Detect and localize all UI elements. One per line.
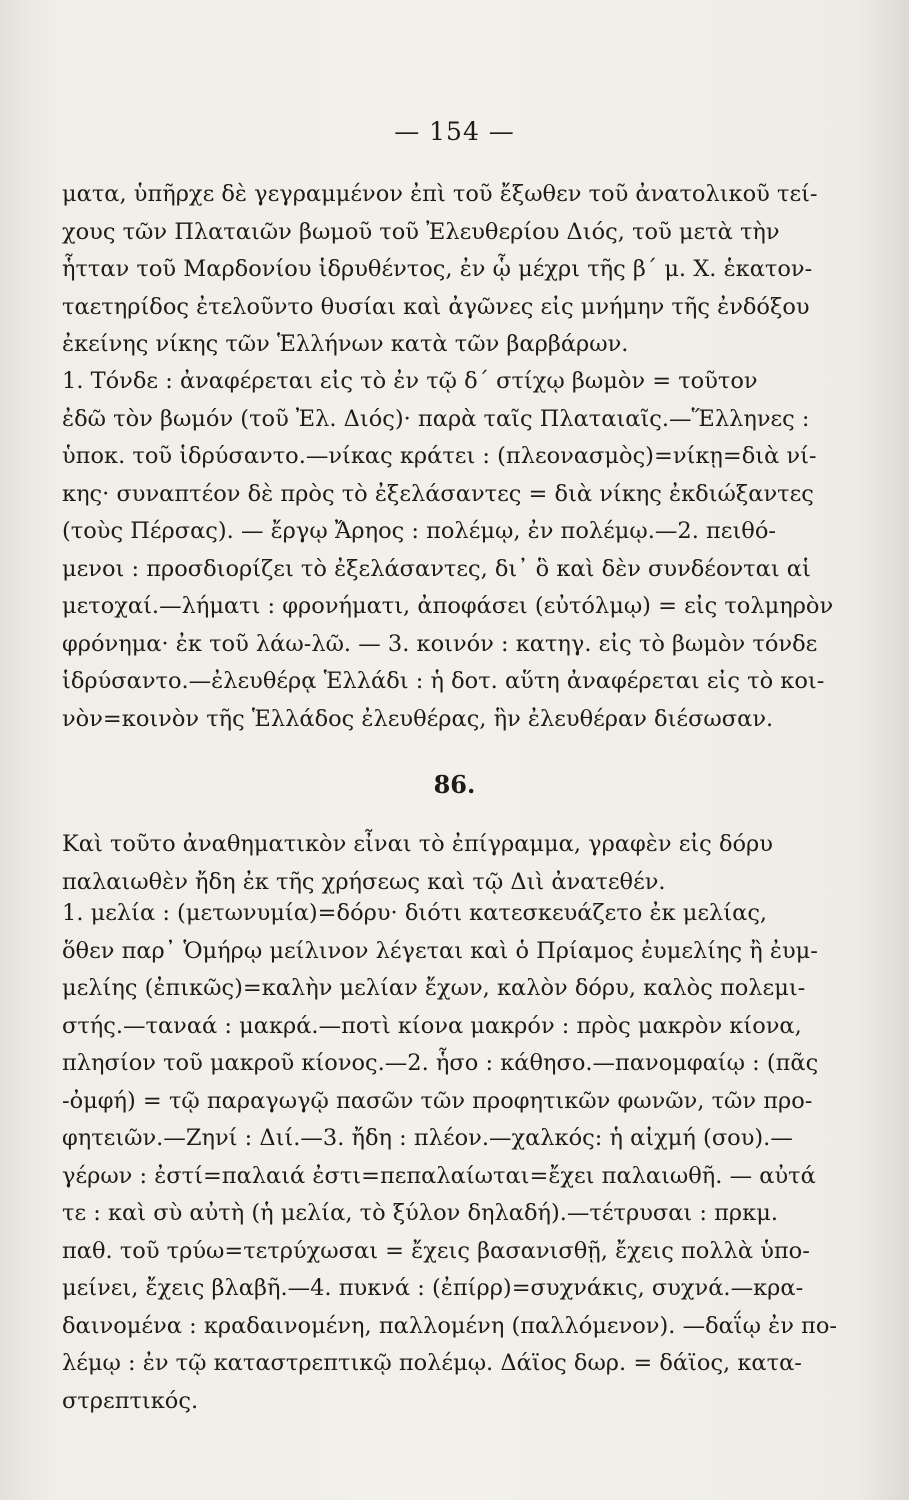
text-line: παλαιωθὲν ἤδη ἐκ τῆς χρήσεως καὶ τῷ Διὶ ἀνατεθέν. (62, 868, 666, 895)
notes-86-paragraph (62, 895, 880, 1420)
text-line: παθ. τοῦ τρύω=τετρύχωσαι = ἔχεις βασανισθῇ, ἔχεις πολλὰ ὑπο- (62, 1237, 810, 1264)
intro-paragraph (62, 176, 880, 364)
text-line: λέμῳ : ἐν τῷ καταστρεπτικῷ πολέμῳ. Δάϊος δωρ. = δάϊος, κατα- (62, 1350, 802, 1376)
text-line: ματα, ὑπῆρχε δὲ γεγραμμένον ἐπὶ τοῦ ἔξωθεν τοῦ ἀνατολικοῦ τεί- (62, 181, 818, 207)
text-line: μείνει, ἔχεις βλαβῆ.—4. πυκνά : (ἐπίρρ)=συχνάκις, συχνά.—κρα- (62, 1275, 804, 1301)
section-heading: 86. (433, 770, 476, 799)
text-line: Καὶ τοῦτο ἀναθηματικὸν εἶναι τὸ ἐπίγραμμα, γραφὲν εἰς δόρυ (62, 831, 773, 857)
text-line: μενοι : προσδιορίζει τὸ ἐξελάσαντες, δι᾽ ὃ καὶ δὲν συνδέονται αἱ (62, 555, 811, 582)
text-line: (τοὺς Πέρσας). — ἔργῳ Ἄρηος : πολέμῳ, ἐν πολέμῳ.—2. πειθό- (62, 518, 776, 544)
text-line: -ὀμφή) = τῷ παραγωγῷ πασῶν τῶν προφητικῶν φωνῶν, τῶν προ- (62, 1087, 813, 1114)
text-line: δαινομένα : κραδαινομένη, παλλομένη (παλλόμενον). —δαΐῳ ἐν πο- (62, 1312, 837, 1339)
text-line: φητειῶν.—Ζηνί : Διί.—3. ἤδη : πλέον.—χαλκός: ἡ αἰχμή (σου).— (62, 1125, 793, 1151)
text-line: κης· συναπτέον δὲ πρὸς τὸ ἐξελάσαντες = διὰ νίκης ἐκδιώξαντες (62, 480, 814, 507)
notes-85-paragraph (62, 363, 880, 738)
page-number: — 154 — (394, 117, 515, 146)
text-line: στής.—ταναά : μακρά.—ποτὶ κίονα μακρόν : πρὸς μακρὸν κίονα, (62, 1012, 802, 1039)
text-line: ταετηρίδος ἐτελοῦντο θυσίαι καὶ ἀγῶνες εἰς μνήμην τῆς ἐνδόξου (62, 293, 810, 320)
text-line: 1. Τόνδε : ἀναφέρεται εἰς τὸ ἐν τῷ δ΄ στίχῳ βωμὸν = τοῦτον (62, 368, 758, 394)
text-line: ἧτταν τοῦ Μαρδονίου ἱδρυθέντος, ἐν ᾧ μέχρι τῆς β΄ μ. Χ. ἑκατον- (62, 256, 813, 282)
text-line: μετοχαί.—λήματι : φρονήματι, ἀποφάσει (εὐτόλμῳ) = εἰς τολμηρὸν (62, 593, 834, 619)
text-line: ἐδῶ τὸν βωμόν (τοῦ Ἐλ. Διός)· παρὰ ταῖς Πλαταιαῖς.—Ἕλληνες : (62, 405, 810, 432)
epigram-intro-paragraph (62, 826, 880, 901)
text-line: 1. μελία : (μετωνυμία)=δόρυ· διότι κατεσκευάζετο ἐκ μελίας, (62, 900, 768, 926)
text-line: στρεπτικός. (62, 1387, 199, 1414)
text-line: ὅθεν παρ᾽ Ὁμήρῳ μείλινον λέγεται καὶ ὁ Πρίαμος ἐυμελίης ἢ ἐυμ- (62, 937, 818, 964)
text-line: νὸν=κοινὸν τῆς Ἑλλάδος ἐλευθέρας, ἣν ἐλευθέραν διέσωσαν. (62, 705, 774, 732)
text-line: ὑποκ. τοῦ ἱδρύσαντο.—νίκας κράτει : (πλεονασμὸς)=νίκῃ=διὰ νί- (62, 443, 817, 469)
text-line: γέρων : ἐστί=παλαιά ἐστι=πεπαλαίωται=ἔχει παλαιωθῆ. — αὐτά (62, 1162, 816, 1189)
text-line: χους τῶν Πλαταιῶν βωμοῦ τοῦ Ἐλευθερίου Διός, τοῦ μετὰ τὴν (62, 218, 780, 245)
text-line: τε : καὶ σὺ αὐτὴ (ἡ μελία, τὸ ξύλον δηλαδή).—τέτρυσαι : πρκμ. (62, 1200, 778, 1226)
text-line: ἐκείνης νίκης τῶν Ἑλλήνων κατὰ τῶν βαρβάρων. (62, 331, 629, 357)
text-line: ἱδρύσαντο.—ἐλευθέρᾳ Ἑλλάδι : ἡ δοτ. αὕτη ἀναφέρεται εἰς τὸ κοι- (62, 668, 825, 694)
text-line: πλησίον τοῦ μακροῦ κίονος.—2. ἧσο : κάθησο.—πανομφαίῳ : (πᾶς (62, 1050, 819, 1076)
text-line: φρόνημα· ἐκ τοῦ λάω-λῶ. — 3. κοινόν : κατηγ. εἰς τὸ βωμὸν τόνδε (62, 630, 818, 657)
text-line: μελίης (ἐπικῶς)=καλὴν μελίαν ἔχων, καλὸν δόρυ, καλὸς πολεμι- (62, 975, 806, 1001)
